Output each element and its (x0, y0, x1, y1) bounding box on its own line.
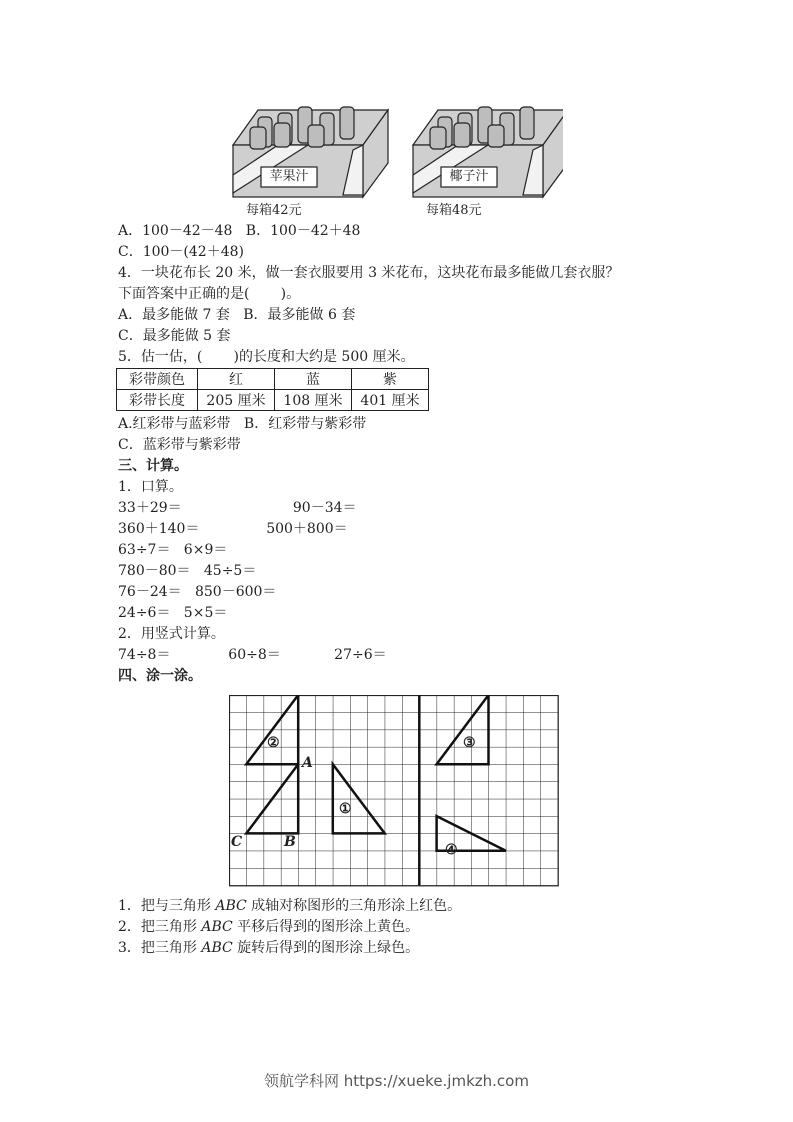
vertex-c-label: C (231, 834, 243, 850)
instruction-text: 成轴对称图形的三角形涂上红色。 (246, 898, 462, 914)
q4-stem-line2: 下面答案中正确的是( )。 (118, 286, 301, 302)
mental-math-row: 33＋29＝ 90－34＝ (118, 500, 357, 516)
q3-options-ab: A．100－42－48 B．100－42＋48 (118, 223, 361, 239)
table-row (117, 390, 429, 411)
table-cell: 红 (198, 369, 275, 390)
section3-sub1: 1．口算。 (118, 479, 183, 495)
q4-option-c: C．最多能做 5 套 (118, 328, 231, 344)
ribbon-length-table (116, 368, 429, 411)
juice-boxes-figure (228, 95, 563, 217)
q5-options-ab: A.红彩带与蓝彩带 B．红彩带与紫彩带 (118, 416, 367, 432)
triangle-4-label: ④ (445, 842, 458, 858)
table-cell: 紫 (352, 369, 429, 390)
triangle-3-label: ③ (463, 735, 476, 751)
triangle-abc-ref: ABC (215, 898, 247, 914)
table-row (117, 369, 429, 390)
coconut-juice-price: 每箱48元 (426, 203, 482, 218)
mental-math-row: 76－24＝ 850－600＝ (118, 584, 277, 600)
mental-math-row: 780－80＝ 45÷5＝ (118, 563, 257, 579)
footer-watermark: 领航学科网 https://xueke.jmkzh.com (264, 1072, 529, 1090)
triangle-abc-ref: ABC (201, 919, 233, 935)
mental-math-row: 24÷6＝ 5×5＝ (118, 605, 228, 621)
instruction-text: 2．把三角形 (118, 919, 202, 935)
apple-juice-price: 每箱42元 (246, 203, 302, 218)
section4-title: 四、涂一涂。 (118, 668, 202, 684)
table-cell: 401 厘米 (352, 390, 429, 411)
q3-option-c: C．100－(42＋48) (118, 244, 244, 260)
q4-options-ab: A．最多能做 7 套 B．最多能做 6 套 (118, 307, 356, 323)
section3-title: 三、计算。 (118, 458, 188, 474)
q5-option-c: C．蓝彩带与紫彩带 (118, 437, 241, 453)
vertical-calc-row: 74÷8＝ 60÷8＝ 27÷6＝ (118, 647, 387, 663)
instruction-text: 1．把与三角形 (118, 898, 216, 914)
table-cell: 蓝 (275, 369, 352, 390)
apple-juice-label: 苹果汁 (269, 169, 309, 184)
triangle-2-label: ② (267, 735, 280, 751)
mental-math-row: 360＋140＝ 500＋800＝ (118, 521, 348, 537)
section3-sub2: 2．用竖式计算。 (118, 626, 225, 642)
grid-svg (229, 695, 561, 888)
table-cell: 108 厘米 (275, 390, 352, 411)
table-cell: 彩带长度 (117, 390, 198, 411)
instruction-text: 3．把三角形 (118, 940, 202, 956)
triangle-1-label: ① (339, 801, 352, 817)
q4-stem-line1: 4．一块花布长 20 米，做一套衣服要用 3 米花布，这块花布最多能做几套衣服？ (118, 265, 620, 281)
instruction-3 (118, 938, 419, 959)
instruction-text: 旋转后得到的图形涂上绿色。 (232, 940, 420, 956)
instruction-text: 平移后得到的图形涂上黄色。 (232, 919, 420, 935)
vertex-a-label: A (302, 755, 313, 771)
triangle-abc-ref: ABC (201, 940, 233, 956)
table-cell: 205 厘米 (198, 390, 275, 411)
mental-math-row: 63÷7＝ 6×9＝ (118, 542, 228, 558)
coconut-juice-label: 椰子汁 (449, 169, 489, 184)
instruction-2 (118, 917, 419, 938)
instruction-1 (118, 896, 461, 917)
q5-stem: 5．估一估，( )的长度和大约是 500 厘米。 (118, 349, 415, 365)
table-cell: 彩带颜色 (117, 369, 198, 390)
vertex-b-label: B (284, 834, 296, 850)
triangle-grid (229, 695, 561, 892)
